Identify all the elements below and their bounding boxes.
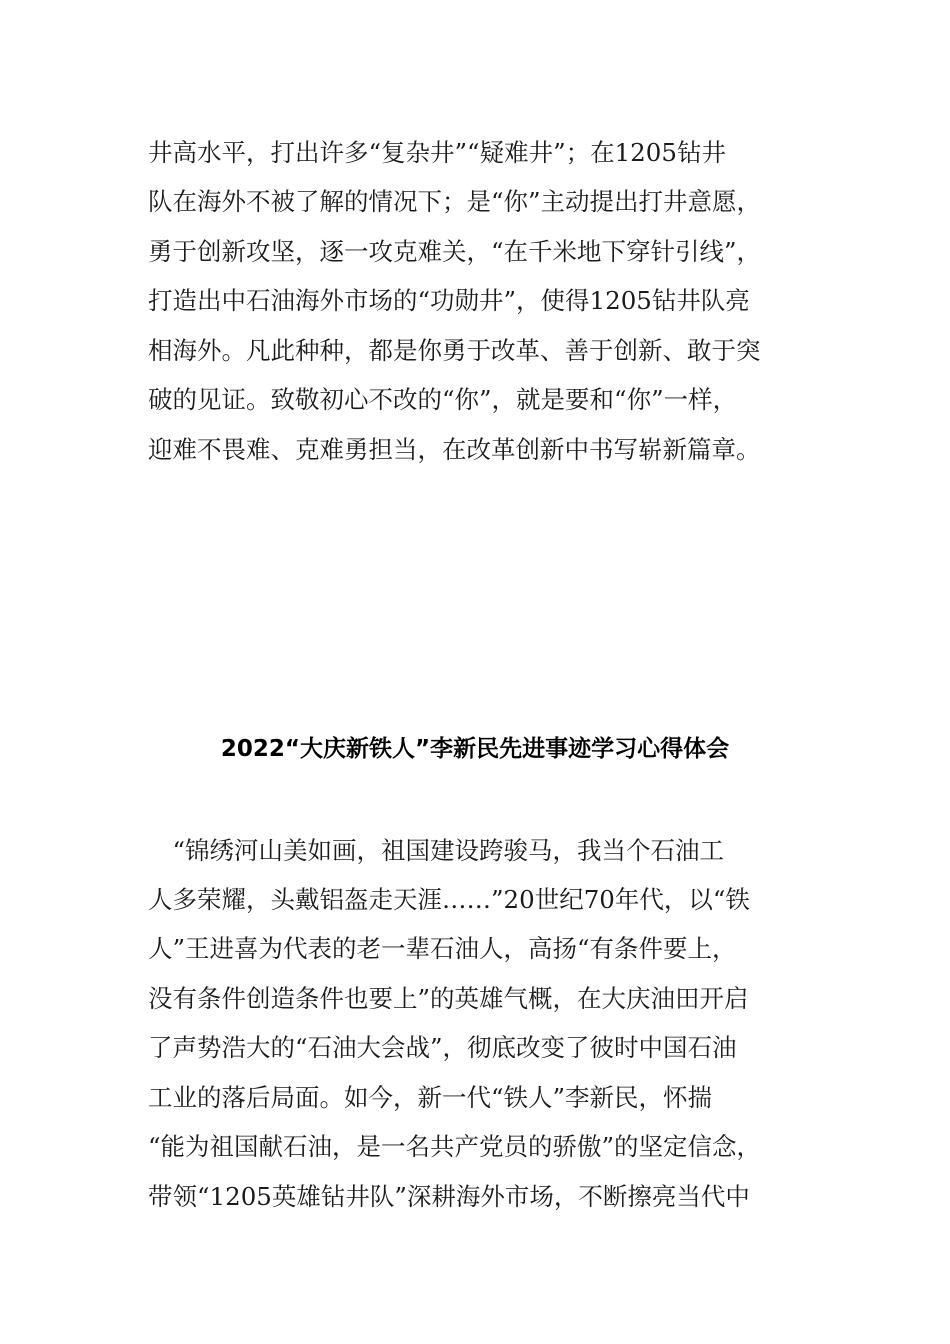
text-line: 没有条件创造条件也要上”的英雄气概，在大庆油田开启: [148, 984, 749, 1013]
text-line: “锦绣河山美如画，祖国建设跨骏马，我当个石油工: [148, 836, 725, 865]
text-line: 带领“1205英雄钻井队”深耕海外市场，不断擦亮当代中: [148, 1182, 750, 1211]
text-line: 勇于创新攻坚，逐一攻克难关，“在千米地下穿针引线”，: [148, 237, 762, 266]
text-line: 工业的落后局面。如今，新一代“铁人”李新民，怀揣: [148, 1083, 713, 1112]
text-line: 队在海外不被了解的情况下；是“你”主动提出打井意愿，: [148, 187, 762, 216]
text-line: 迎难不畏难、克难勇担当，在改革创新中书写崭新篇章。: [148, 435, 761, 464]
text-line: 破的见证。致敬初心不改的“你”，就是要和“你”一样，: [148, 385, 738, 414]
text-line: 了声势浩大的“石油大会战”，彻底改变了彼时中国石油: [148, 1033, 737, 1062]
text-line: “能为祖国献石油，是一名共产党员的骄傲”的坚定信念，: [148, 1132, 762, 1161]
article-title: 2022“大庆新铁人”李新民先进事迹学习心得体会: [220, 736, 730, 762]
text-line: 人多荣耀，头戴铝盔走天涯……”20世纪70年代，以“铁: [148, 885, 750, 914]
text-line: 人”王进喜为代表的老一辈石油人，高扬“有条件要上，: [148, 934, 737, 963]
text-line: 井高水平，打出许多“复杂井”“疑难井”；在1205钻井: [148, 138, 726, 167]
text-line: 打造出中石油海外市场的“功勋井”，使得1205钻井队亮: [148, 286, 750, 315]
text-line: 相海外。凡此种种，都是你勇于改革、善于创新、敢于突: [148, 336, 761, 365]
